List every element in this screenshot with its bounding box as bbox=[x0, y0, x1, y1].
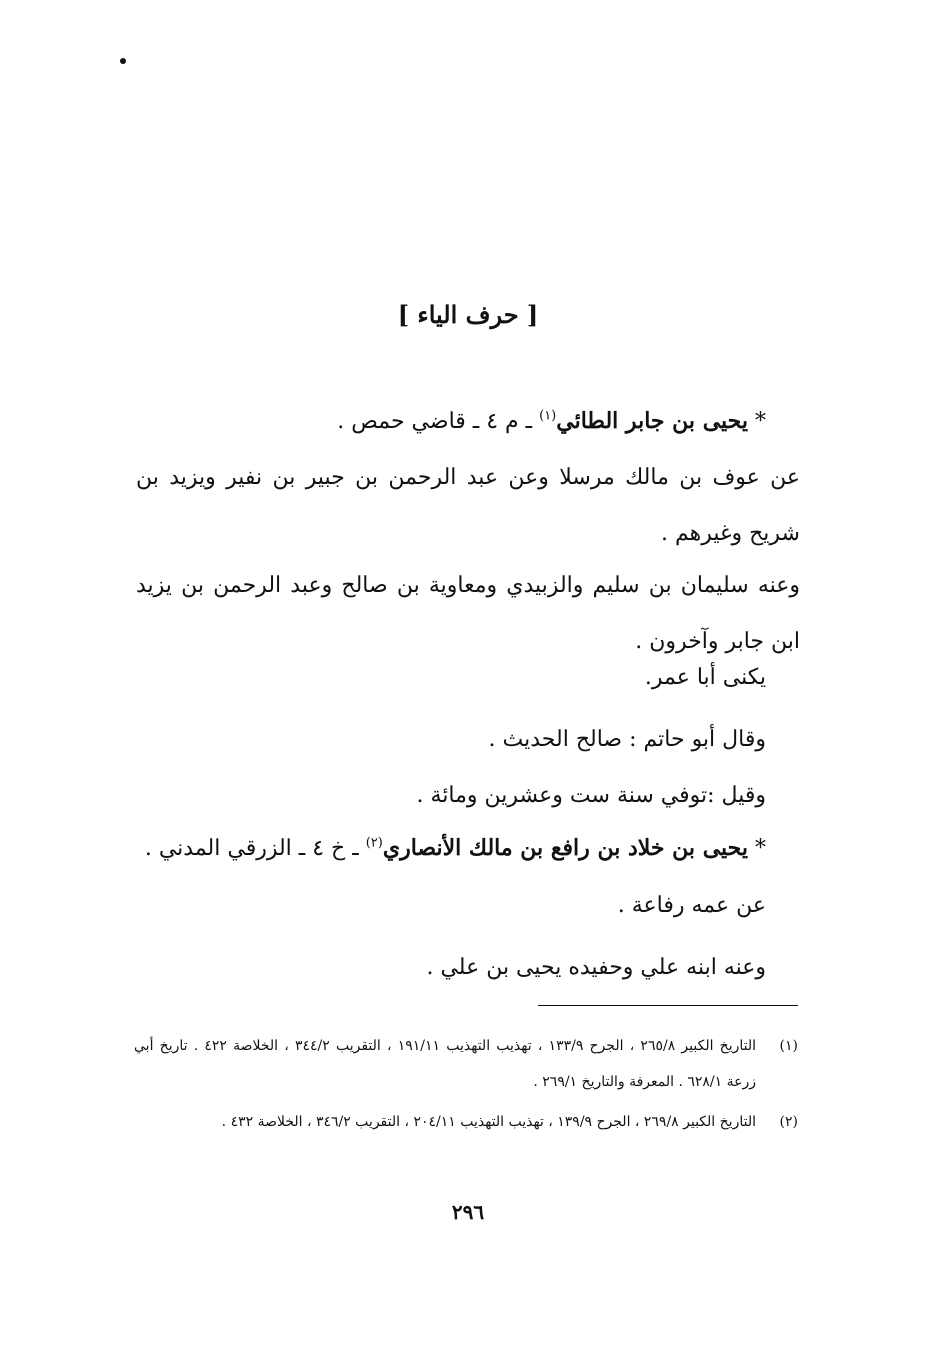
chapter-title: [ حرف الياء ] bbox=[397, 300, 539, 329]
ink-dot bbox=[120, 58, 126, 64]
entry-paragraph: وعنه ابنه علي وحفيده يحيى بن علي . bbox=[426, 955, 766, 980]
entry-heading bbox=[337, 408, 766, 434]
footnote-text: التاريخ الكبير ٢٦٥/٨ ، الجرح ١٣٣/٩ ، تهذيب التهذيب ١٩١/١١ ، التقريب ٣٤٤/٢ ، الخلاصة ٤٢٢ . تاريخ أبي زرعة ٦٢٨/١ . المعرفة والتاريخ ٢٦٩/١ . bbox=[134, 1038, 757, 1090]
footnote-number: (٢) bbox=[779, 1114, 798, 1130]
entry-name: يحيى بن خلاد بن رافع بن مالك الأنصاري bbox=[382, 835, 748, 861]
page-number: ٢٩٦ bbox=[451, 1200, 485, 1224]
entry-paragraph: وقال أبو حاتم : صالح الحديث . bbox=[488, 727, 766, 752]
footnote-text: التاريخ الكبير ٢٦٩/٨ ، الجرح ١٣٩/٩ ، تهذيب التهذيب ٢٠٤/١١ ، التقريب ٣٤٦/٢ ، الخلاصة ٤٣٢ . bbox=[221, 1114, 756, 1130]
entry-heading bbox=[145, 835, 766, 861]
footnote bbox=[134, 1104, 798, 1140]
entry-tail: ـ م ٤ ـ قاضي حمص . bbox=[337, 409, 533, 434]
footnote-ref: (٢) bbox=[365, 835, 383, 851]
footnote-rule bbox=[538, 1005, 798, 1006]
entry-paragraph: وعنه سليمان بن سليم والزبيدي ومعاوية بن صالح وعبد الرحمن بن يزيد ابن جابر وآخرون . bbox=[136, 573, 800, 654]
entry-name: يحيى بن جابر الطائي bbox=[556, 408, 748, 434]
entry-marker: * bbox=[755, 836, 766, 861]
entry-paragraph: عن عمه رفاعة . bbox=[617, 893, 766, 918]
entry-paragraph: يكنى أبا عمر. bbox=[644, 665, 766, 690]
entry-paragraph: عن عوف بن مالك مرسلا وعن عبد الرحمن بن جبير بن نفير ويزيد بن شريح وغيرهم . bbox=[136, 465, 800, 546]
footnote-number: (١) bbox=[779, 1038, 798, 1054]
entry-tail: ـ خ ٤ ـ الزرقي المدني . bbox=[144, 836, 359, 861]
footnote bbox=[134, 1028, 798, 1100]
entry-marker: * bbox=[755, 409, 766, 434]
entry-paragraph: وقيل :توفي سنة ست وعشرين ومائة . bbox=[416, 783, 766, 808]
footnote-ref: (١) bbox=[539, 408, 557, 424]
